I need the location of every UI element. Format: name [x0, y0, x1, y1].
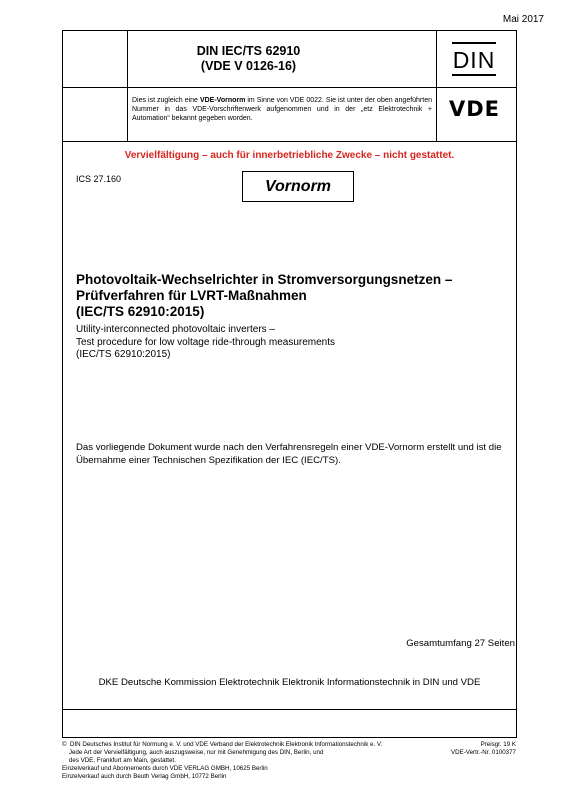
german-title — [76, 272, 516, 320]
adoption-note: Das vorliegende Dokument wurde nach den Verfahrensregeln einer VDE-Vornorm erstellt und ist die Übernahme einer Technischen Spezifikation der IEC (IEC/TS). — [76, 442, 502, 466]
copyright-line: Jede Art der Vervielfältigung, auch auszugsweise, nur mit Genehmigung des DIN, Berlin, und — [62, 748, 324, 756]
divider — [436, 31, 437, 141]
english-title-line: Test procedure for low voltage ride-through measurements — [76, 336, 336, 348]
price-group: Preisgr. 19 K — [480, 741, 516, 748]
english-title-line: (IEC/TS 62910:2015) — [76, 349, 171, 360]
divider — [63, 141, 516, 142]
english-title — [76, 324, 516, 362]
issue-date: Mai 2017 — [502, 14, 544, 25]
german-title-line: Prüfverfahren für LVRT-Maßnahmen — [76, 288, 307, 303]
notice-text: Dies ist zugleich eine — [132, 97, 200, 104]
committee-line: DKE Deutsche Kommission Elektrotechnik Elektronik Informationstechnik in DIN und VDE — [98, 677, 481, 688]
copyright-line: des VDE, Frankfurt am Main, gestattet. — [62, 756, 176, 764]
din-logo-text: DIN — [452, 47, 496, 73]
vde-notice — [132, 96, 432, 123]
status-box: Vornorm — [242, 171, 354, 202]
ics-code: ICS 27.160 — [76, 174, 122, 184]
price-block — [451, 741, 516, 757]
german-title-line: (IEC/TS 62910:2015) — [76, 304, 205, 319]
vde-classification: (VDE V 0126-16) — [200, 59, 297, 73]
din-logo — [452, 42, 496, 76]
copyright-line: Einzelverkauf auch durch Beuth Verlag GmbH, 10772 Berlin — [62, 772, 227, 780]
cover-frame — [62, 30, 517, 738]
standard-number: DIN IEC/TS 62910 — [196, 44, 301, 58]
copyright-block — [62, 741, 442, 781]
reproduction-notice: Vervielfältigung – auch für innerbetriebliche Zwecke – nicht gestattet. — [124, 150, 455, 161]
total-pages: Gesamtumfang 27 Seiten — [406, 638, 515, 649]
copyright-line: © DIN Deutsches Institut für Normung e. V. und VDE Verband der Elektrotechnik Elektronik Informationstechnik e. V. — [62, 741, 383, 748]
copyright-line: Einzelverkauf und Abonnements durch VDE VERLAG GMBH, 10625 Berlin — [62, 764, 268, 772]
english-title-line: Utility-interconnected photovoltaic inverters – — [76, 324, 275, 335]
vde-logo: VDE — [449, 97, 501, 121]
divider — [63, 87, 516, 88]
notice-text: im Sinne von VDE 0022. Sie ist unter der oben angeführten Nummer in das VDE-Vorschriftenwerk aufgenommen und in der „etz Elektrotechnik + Automation“ bekannt gegeben worden. — [132, 97, 432, 122]
divider — [63, 709, 516, 710]
german-title-line: Photovoltaik-Wechselrichter in Stromversorgungsnetzen – — [76, 272, 453, 287]
notice-emphasis: VDE-Vornorm — [199, 97, 246, 104]
order-number: VDE-Vertr.-Nr. 0100377 — [451, 748, 516, 756]
